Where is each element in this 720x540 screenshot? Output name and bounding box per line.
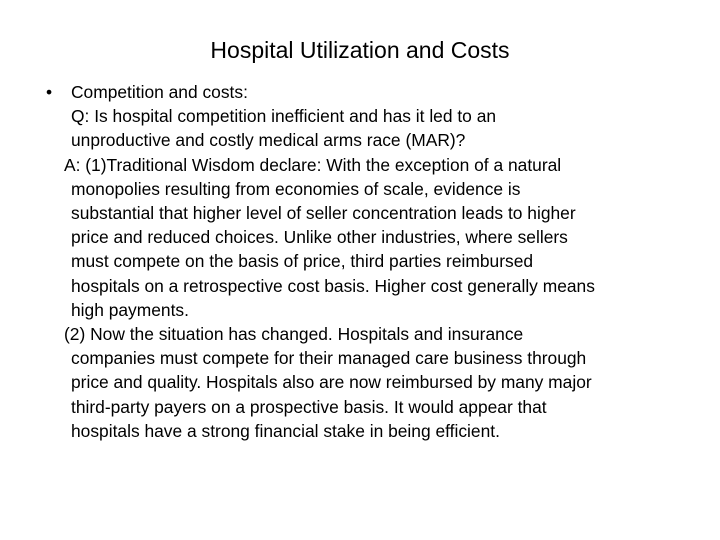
bullet-item-competition <box>40 80 680 104</box>
answer-line-7: high payments. <box>71 299 189 320</box>
question-line-1: Q: Is hospital competition inefficient and has it led to an <box>71 106 497 127</box>
answer-line-3: substantial that higher level of seller concentration leads to higher <box>71 203 576 224</box>
question-line-2: unproductive and costly medical arms race (MAR)? <box>71 130 466 151</box>
bullet-icon: • <box>46 82 53 102</box>
answer-line-1: A: (1)Traditional Wisdom declare: With the exception of a natural <box>64 154 562 175</box>
answer-line-4: price and reduced choices. Unlike other industries, where sellers <box>71 227 568 248</box>
answer-line-5: must compete on the basis of price, third parties reimbursed <box>71 251 534 272</box>
slide-body <box>40 80 680 443</box>
answer-line-6: hospitals on a retrospective cost basis. Higher cost generally means <box>71 275 595 296</box>
answer-part2-line-4: third-party payers on a prospective basis. It would appear that <box>71 396 547 417</box>
answer-line-2: monopolies resulting from economies of scale, evidence is <box>71 178 521 199</box>
answer-part2-line-5: hospitals have a strong financial stake in being efficient. <box>71 420 500 441</box>
answer-part2-line-3: price and quality. Hospitals also are now reimbursed by many major <box>71 372 592 393</box>
answer-part2-line-1: (2) Now the situation has changed. Hospitals and insurance <box>64 324 524 345</box>
answer-part2-line-2: companies must compete for their managed care business through <box>71 348 587 369</box>
slide-title: Hospital Utilization and Costs <box>210 37 510 63</box>
bullet-heading: Competition and costs: <box>71 82 248 102</box>
